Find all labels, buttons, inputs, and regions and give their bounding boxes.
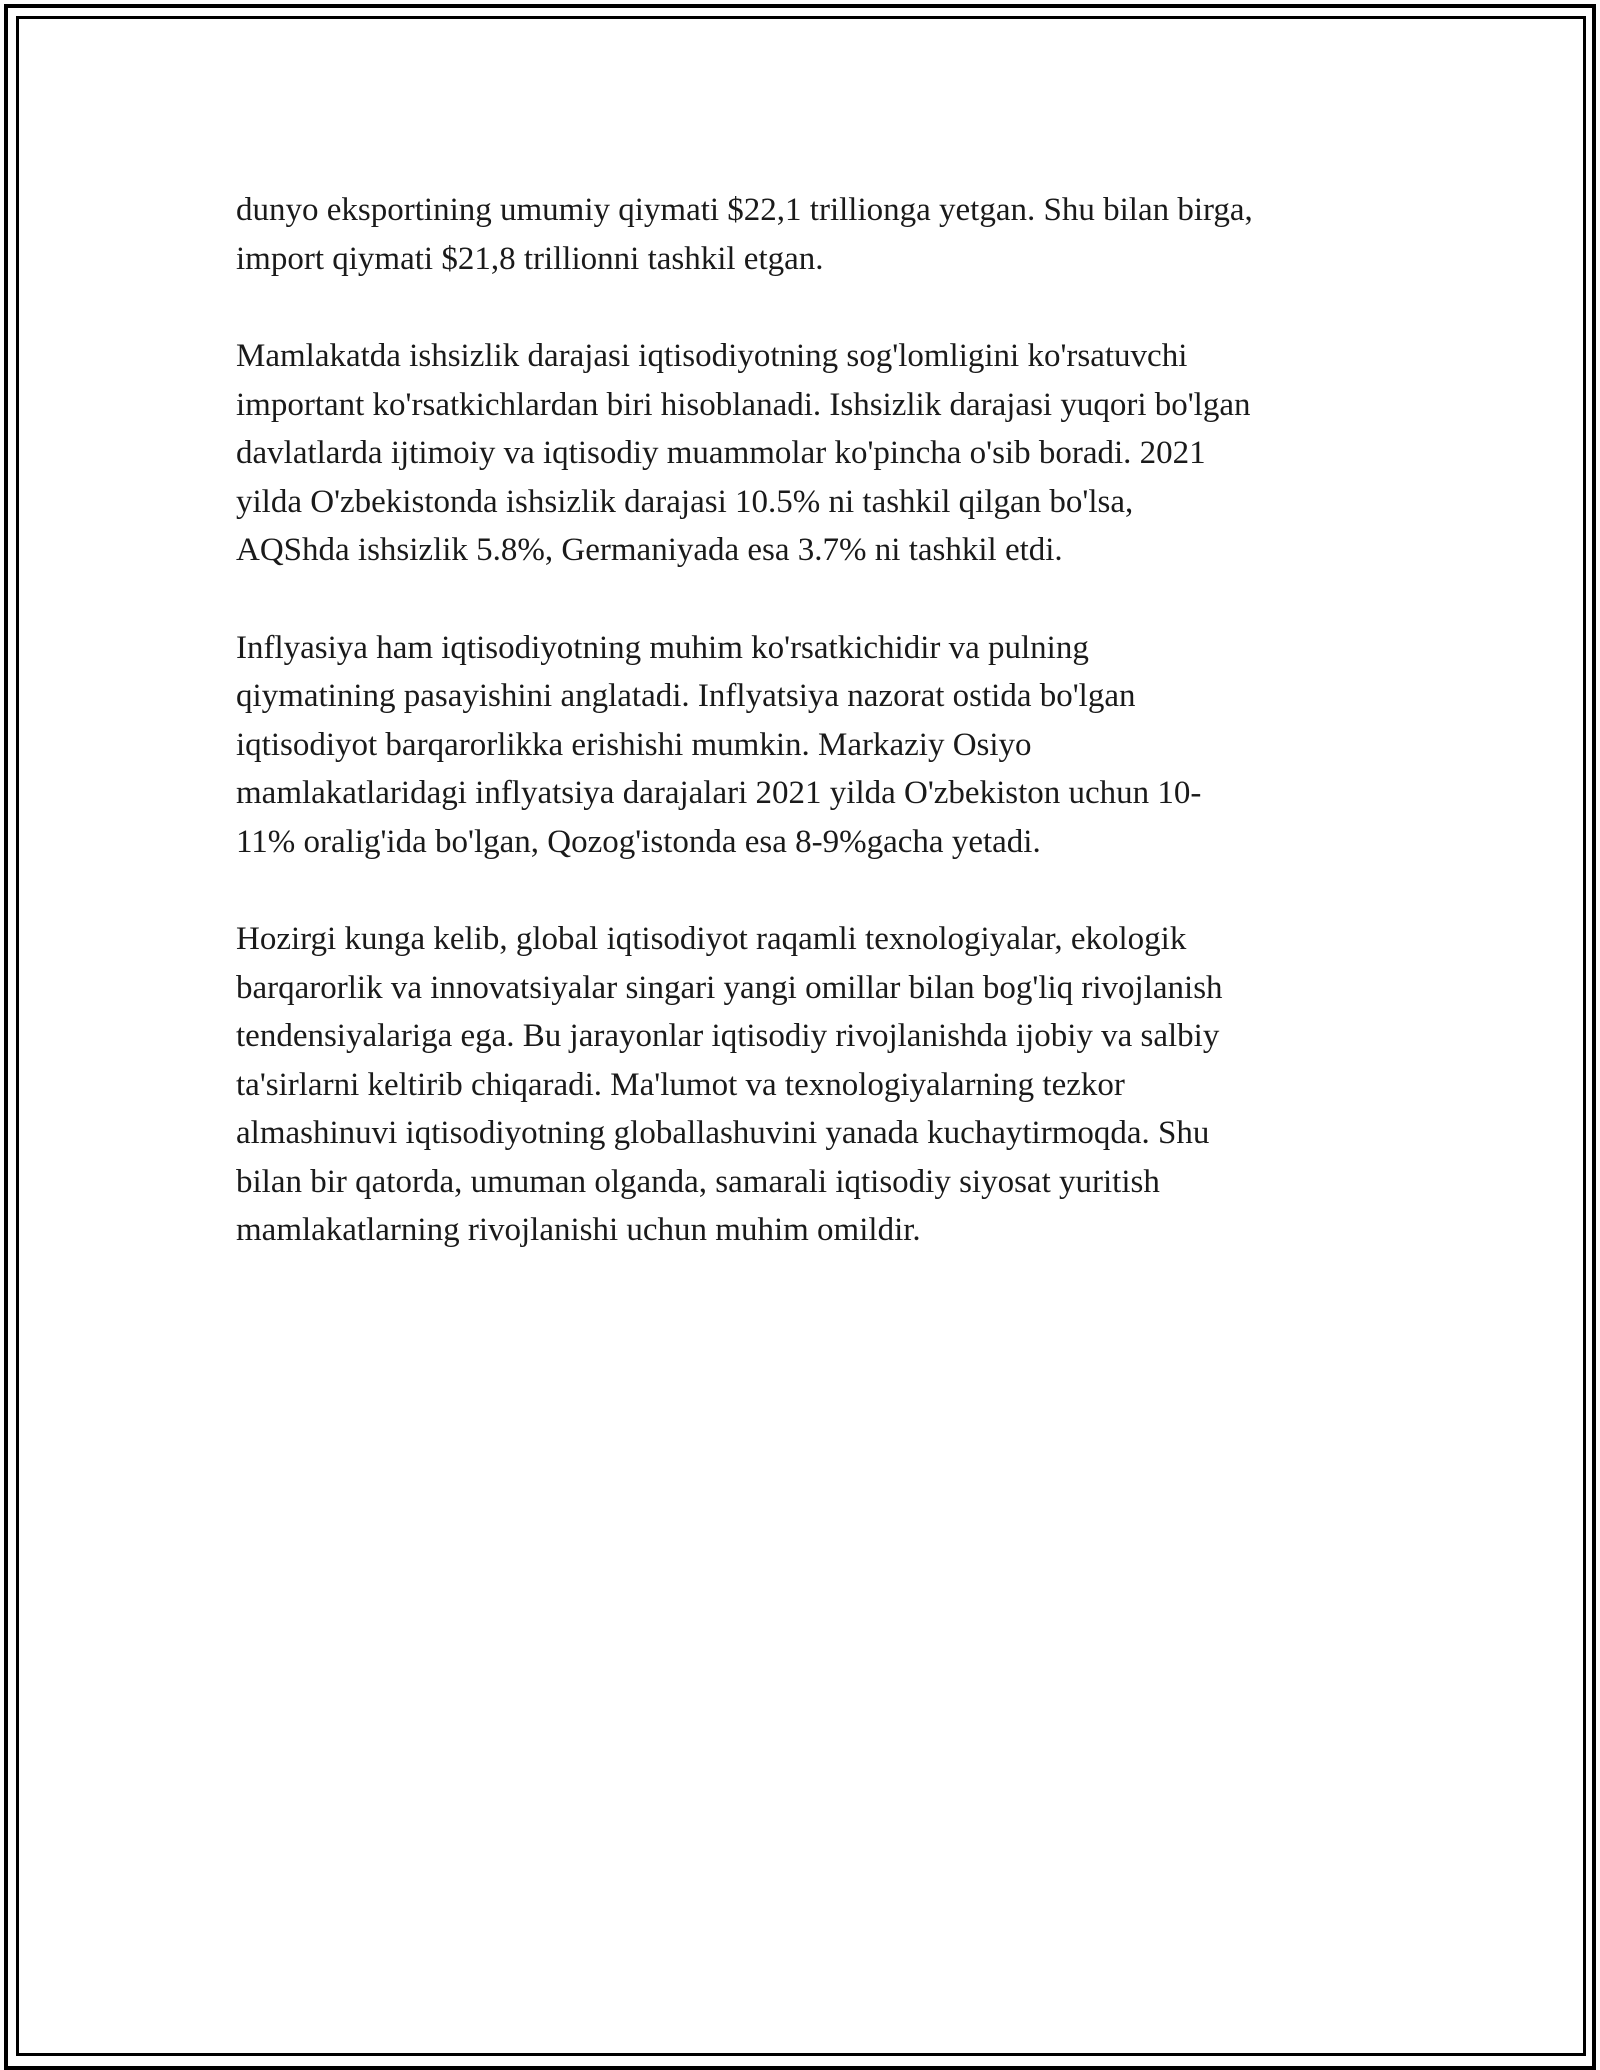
document-body (236, 186, 1376, 1304)
paragraph-trade-values: dunyo eksportining umumiy qiymati $22,1 trillionga yetgan. Shu bilan birga, import qiymati $21,8 trillionni tashkil etgan. (236, 192, 1253, 277)
paragraph-inflation: Inflyasiya ham iqtisodiyotning muhim ko'rsatkichidir va pulning qiymatining pasayishini anglatadi. Inflyatsiya nazorat ostida bo'lgan iqtisodiyot barqarorlikka erishishi mumkin. Markaziy Osiyo mamlakatlaridagi inflyatsiya darajalari 2021 yilda O'zbekiston uchun 10- 11% oralig'ida bo'lgan, Qozog'istonda esa 8-9%gacha yetadi. (236, 629, 1202, 860)
paragraph-global-trends: Hozirgi kunga kelib, global iqtisodiyot raqamli texnologiyalar, ekologik barqarorlik va innovatsiyalar singari yangi omillar bilan bog'liq rivojlanish tendensiyalariga ega. Bu jarayonlar iqtisodiy rivojlanishda ijobiy va salbiy ta'sirlarni keltirib chiqaradi. Ma'lumot va texnologiyalarning tezkor almashinuvi iqtisodiyotning globallashuvini yanada kuchaytirmoqda. Shu bilan bir qatorda, umuman olganda, samarali iqtisodiy siyosat yuritish mamlakatlarning rivojlanishi uchun muhim omildir. (236, 921, 1223, 1248)
paragraph-unemployment: Mamlakatda ishsizlik darajasi iqtisodiyotning sog'lomligini ko'rsatuvchi important ko'rsatkichlardan biri hisoblanadi. Ishsizlik darajasi yuqori bo'lgan davlatlarda ijtimoiy va iqtisodiy muammolar ko'pincha o'sib boradi. 2021 yilda O'zbekistonda ishsizlik darajasi 10.5% ni tashkil qilgan bo'lsa, AQShda ishsizlik 5.8%, Germaniyada esa 3.7% ni tashkil etdi. (236, 338, 1251, 568)
